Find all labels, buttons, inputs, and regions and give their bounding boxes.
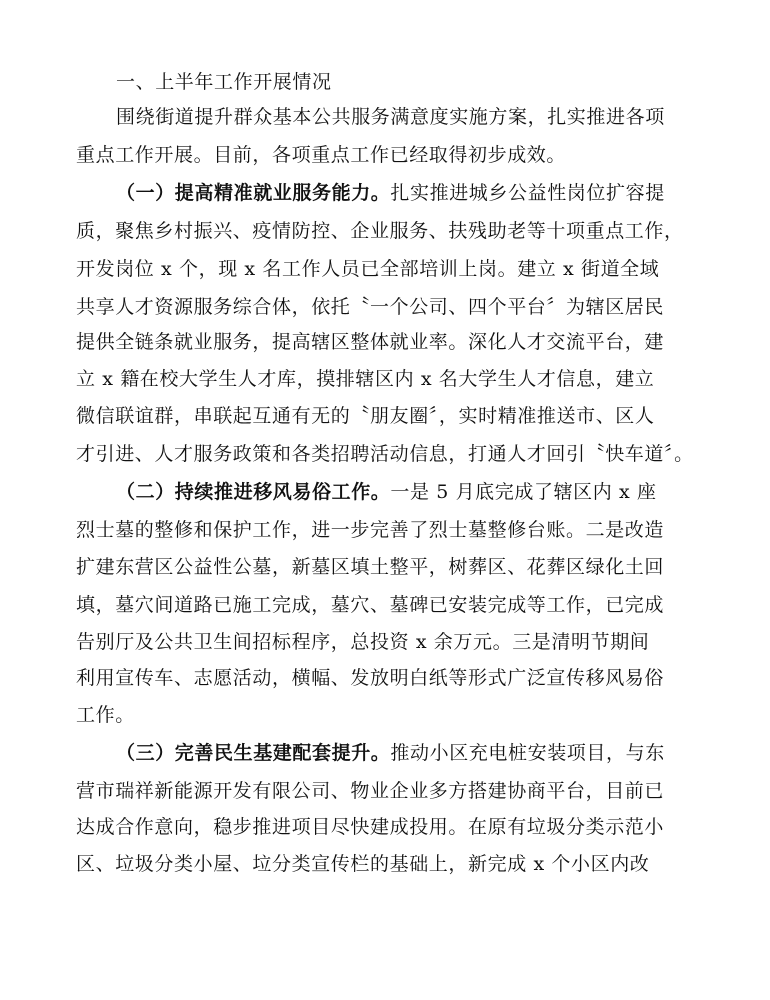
intro-line-2: 重点工作开展。目前，各项重点工作已经取得初步成效。 xyxy=(76,144,567,166)
p2-line-4: 填，墓穴间道路已施工完成，墓穴、墓碑已安装完成等工作，已完成 xyxy=(76,594,665,616)
p3-line-2: 营市瑞祥新能源开发有限公司、物业企业多方搭建协商平台，目前已 xyxy=(76,780,665,802)
p3-first-line xyxy=(116,741,665,765)
section-heading: 一、上半年工作开展情况 xyxy=(116,71,332,93)
p2-line-5: 告别厅及公共卫生间招标程序，总投资 x 余万元。三是清明节期间 xyxy=(76,631,650,653)
p2-line-2: 烈士墓的整修和保护工作，进一步完善了烈士墓整修台账。二是改造 xyxy=(76,519,665,541)
p1-line-5: 提供全链条就业服务，提高辖区整体就业率。深化人才交流平台，建 xyxy=(76,331,665,353)
p1-first-line xyxy=(116,181,665,205)
p1-line-6: 立 x 籍在校大学生人才库，摸排辖区内 x 名大学生人才信息，建立 xyxy=(76,368,655,390)
p1-line-4: 共享人才资源服务综合体，依托〝一个公司、四个平台〞为辖区居民 xyxy=(76,296,665,318)
p3-first-rest: 推动小区充电桩安装项目，与东 xyxy=(390,742,665,764)
p3-heading: （三）完善民生基建配套提升。 xyxy=(116,742,391,764)
p1-heading: （一）提高精准就业服务能力。 xyxy=(116,182,391,204)
p2-first-rest: 一是 5 月底完成了辖区内 x 座 xyxy=(390,481,657,503)
p2-first-line xyxy=(116,480,657,504)
p1-line-2: 质，聚焦乡村振兴、疫情防控、企业服务、扶残助老等十项重点工作， xyxy=(76,220,684,242)
p3-line-4: 区、垃圾分类小屋、垃分类宣传栏的基础上，新完成 x 个小区内改 xyxy=(76,853,650,875)
intro-line-1: 围绕街道提升群众基本公共服务满意度实施方案，扎实推进各项 xyxy=(116,106,665,128)
p1-line-7: 微信联谊群，串联起互通有无的〝朋友圈〞，实时精准推送市、区人 xyxy=(76,405,655,427)
p1-first-rest: 扎实推进城乡公益性岗位扩容提 xyxy=(390,182,665,204)
p2-heading: （二）持续推进移风易俗工作。 xyxy=(116,481,391,503)
p2-line-6: 利用宣传车、志愿活动，横幅、发放明白纸等形式广泛宣传移风易俗 xyxy=(76,667,665,689)
p3-line-3: 达成合作意向，稳步推进项目尽快建成投用。在原有垃圾分类示范小 xyxy=(76,816,665,838)
p2-line-3: 扩建东营区公益性公墓，新墓区填土整平，树葬区、花葬区绿化土回 xyxy=(76,556,665,578)
p1-line-3: 开发岗位 x 个，现 x 名工作人员已全部培训上岗。建立 x 街道全域 xyxy=(76,258,660,280)
p2-line-7: 工作。 xyxy=(76,704,135,726)
p1-line-8: 才引进、人才服务政策和各类招聘活动信息，打通人才回引〝快车道〞。 xyxy=(76,443,694,465)
